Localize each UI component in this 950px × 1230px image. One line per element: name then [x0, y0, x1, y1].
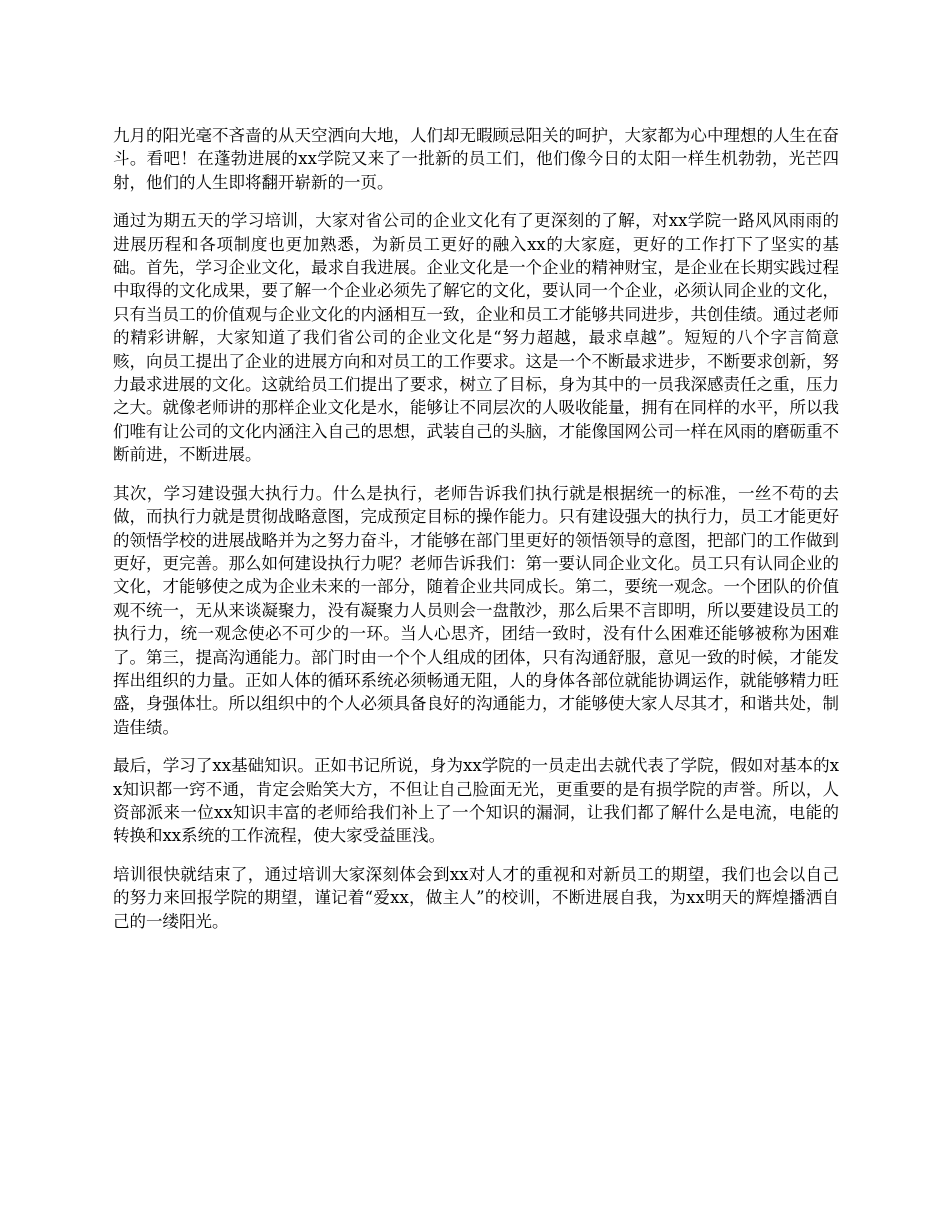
paragraph-2: 通过为期五天的学习培训，大家对省公司的企业文化有了更深刻的了解，对xx学院一路风风雨雨的进展历程和各项制度也更加熟悉，为新员工更好的融入xx的大家庭，更好的工作打下了坚实的基础。首先，学习企业文化，最求自我进展。企业文化是一个企业的精神财宝，是企业在长期实践过程中取得的文化成果，要了解一个企业必须先了解它的文化，要认同一个企业，必须认同企业的文化，只有当员工的价值观与企业文化的内涵相互一致，企业和员工才能够共同进步，共创佳绩。通过老师的精彩讲解，大家知道了我们省公司的企业文化是“努力超越，最求卓越”。短短的八个字言简意赅，向员工提出了企业的进展方向和对员工的工作要求。这是一个不断最求进步，不断要求创新，努力最求进展的文化。这就给员工们提出了要求，树立了目标，身为其中的一员我深感责任之重，压力之大。就像老师讲的那样企业文化是水，能够让不同层次的人吸收能量，拥有在同样的水平，所以我们唯有让公司的文化内涵注入自己的思想，武装自己的头脑，才能像国网公司一样在风雨的磨砺重不断前进，不断进展。 [113, 211, 839, 465]
document-page [113, 124, 839, 948]
paragraph-3: 其次，学习建设强大执行力。什么是执行，老师告诉我们执行就是根据统一的标准，一丝不苟的去做，而执行力就是贯彻战略意图，完成预定目标的操作能力。只有建设强大的执行力，员工才能更好的领悟学校的进展战略并为之努力奋斗，才能够在部门里更好的领悟领导的意图，把部门的工作做到更好，更完善。那么如何建设执行力呢？老师告诉我们：第一要认同企业文化。员工只有认同企业的文化，才能够使之成为企业未来的一部分，随着企业共同成长。第二，要统一观念。一个团队的价值观不统一，无从来谈凝聚力，没有凝聚力人员则会一盘散沙，那么后果不言即明，所以要建设员工的执行力，统一观念使必不可少的一环。当人心思齐，团结一致时，没有什么困难还能够被称为困难了。第三，提高沟通能力。部门时由一个个人组成的团体，只有沟通舒服，意见一致的时候，才能发挥出组织的力量。正如人体的循环系统必须畅通无阻，人的身体各部位就能协调运作，就能够精力旺盛，身强体壮。所以组织中的个人必须具备良好的沟通能力，才能够使大家人尽其才，和谐共处，制造佳绩。 [113, 483, 839, 737]
paragraph-4: 最后，学习了xx基础知识。正如书记所说，身为xx学院的一员走出去就代表了学院，假如对基本的xx知识都一窍不通，肯定会贻笑大方，不但让自己脸面无光，更重要的是有损学院的声誉。所以，人资部派来一位xx知识丰富的老师给我们补上了一个知识的漏洞，让我们都了解什么是电流，电能的转换和xx系统的工作流程，使大家受益匪浅。 [113, 756, 839, 846]
paragraph-1: 九月的阳光毫不吝啬的从天空洒向大地，人们却无暇顾忌阳关的呵护，大家都为心中理想的人生在奋斗。看吧！在蓬勃进展的xx学院又来了一批新的员工们，他们像今日的太阳一样生机勃勃，光芒四射，他们的人生即将翻开崭新的一页。 [113, 126, 839, 192]
paragraph-5: 培训很快就结束了，通过培训大家深刻体会到xx对人才的重视和对新员工的期望，我们也会以自己的努力来回报学院的期望，谨记着“爱xx，做主人”的校训，不断进展自我，为xx明天的辉煌播洒自己的一缕阳光。 [113, 864, 839, 931]
